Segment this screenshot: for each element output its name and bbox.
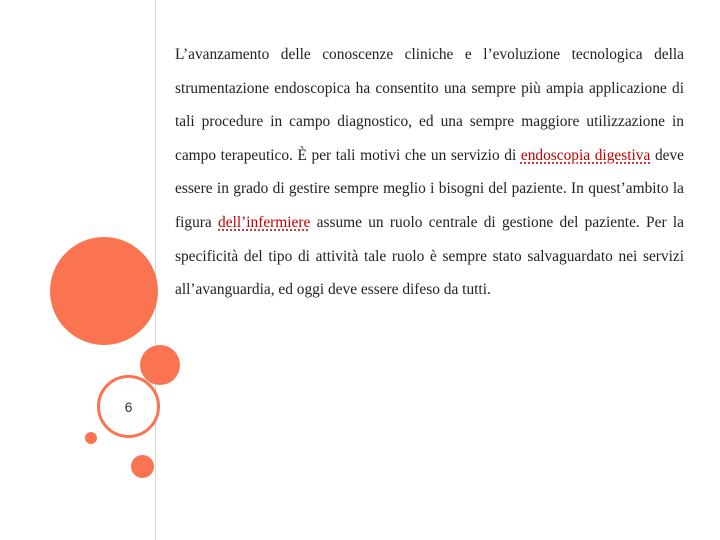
- decorative-circle-large: [50, 237, 158, 345]
- highlight-infermiere: dell’infermiere: [218, 213, 311, 231]
- decorative-circle-small-2: [131, 455, 154, 478]
- body-paragraph: [175, 38, 684, 307]
- paragraph-text-part-3: assume un ruolo centrale di gestione del paziente. Per la specificità del tipo di attività tale ruolo è sempre stato salvaguardato nei servizi all’avanguardia, ed oggi deve essere difeso da tutti.: [175, 213, 684, 299]
- paragraph-text-part-2: deve essere in grado di gestire sempre meglio i bisogni del paziente. In quest’ambito la figura: [175, 146, 684, 231]
- highlight-endoscopia-digestiva: endoscopia digestiva: [520, 146, 651, 164]
- decorative-circle-small: [85, 432, 97, 444]
- vertical-divider-line: [155, 0, 156, 540]
- paragraph-text-part-1: L’avanzamento delle conoscenze cliniche e l’evoluzione tecnologica della strumentazione endoscopica ha consentito una sempre più ampia applicazione di tali procedure in campo diagnostico, ed una sempre maggiore utilizzazione in campo terapeutico. È per tali motivi che un servizio di: [175, 46, 684, 164]
- page-number: 6: [124, 399, 133, 415]
